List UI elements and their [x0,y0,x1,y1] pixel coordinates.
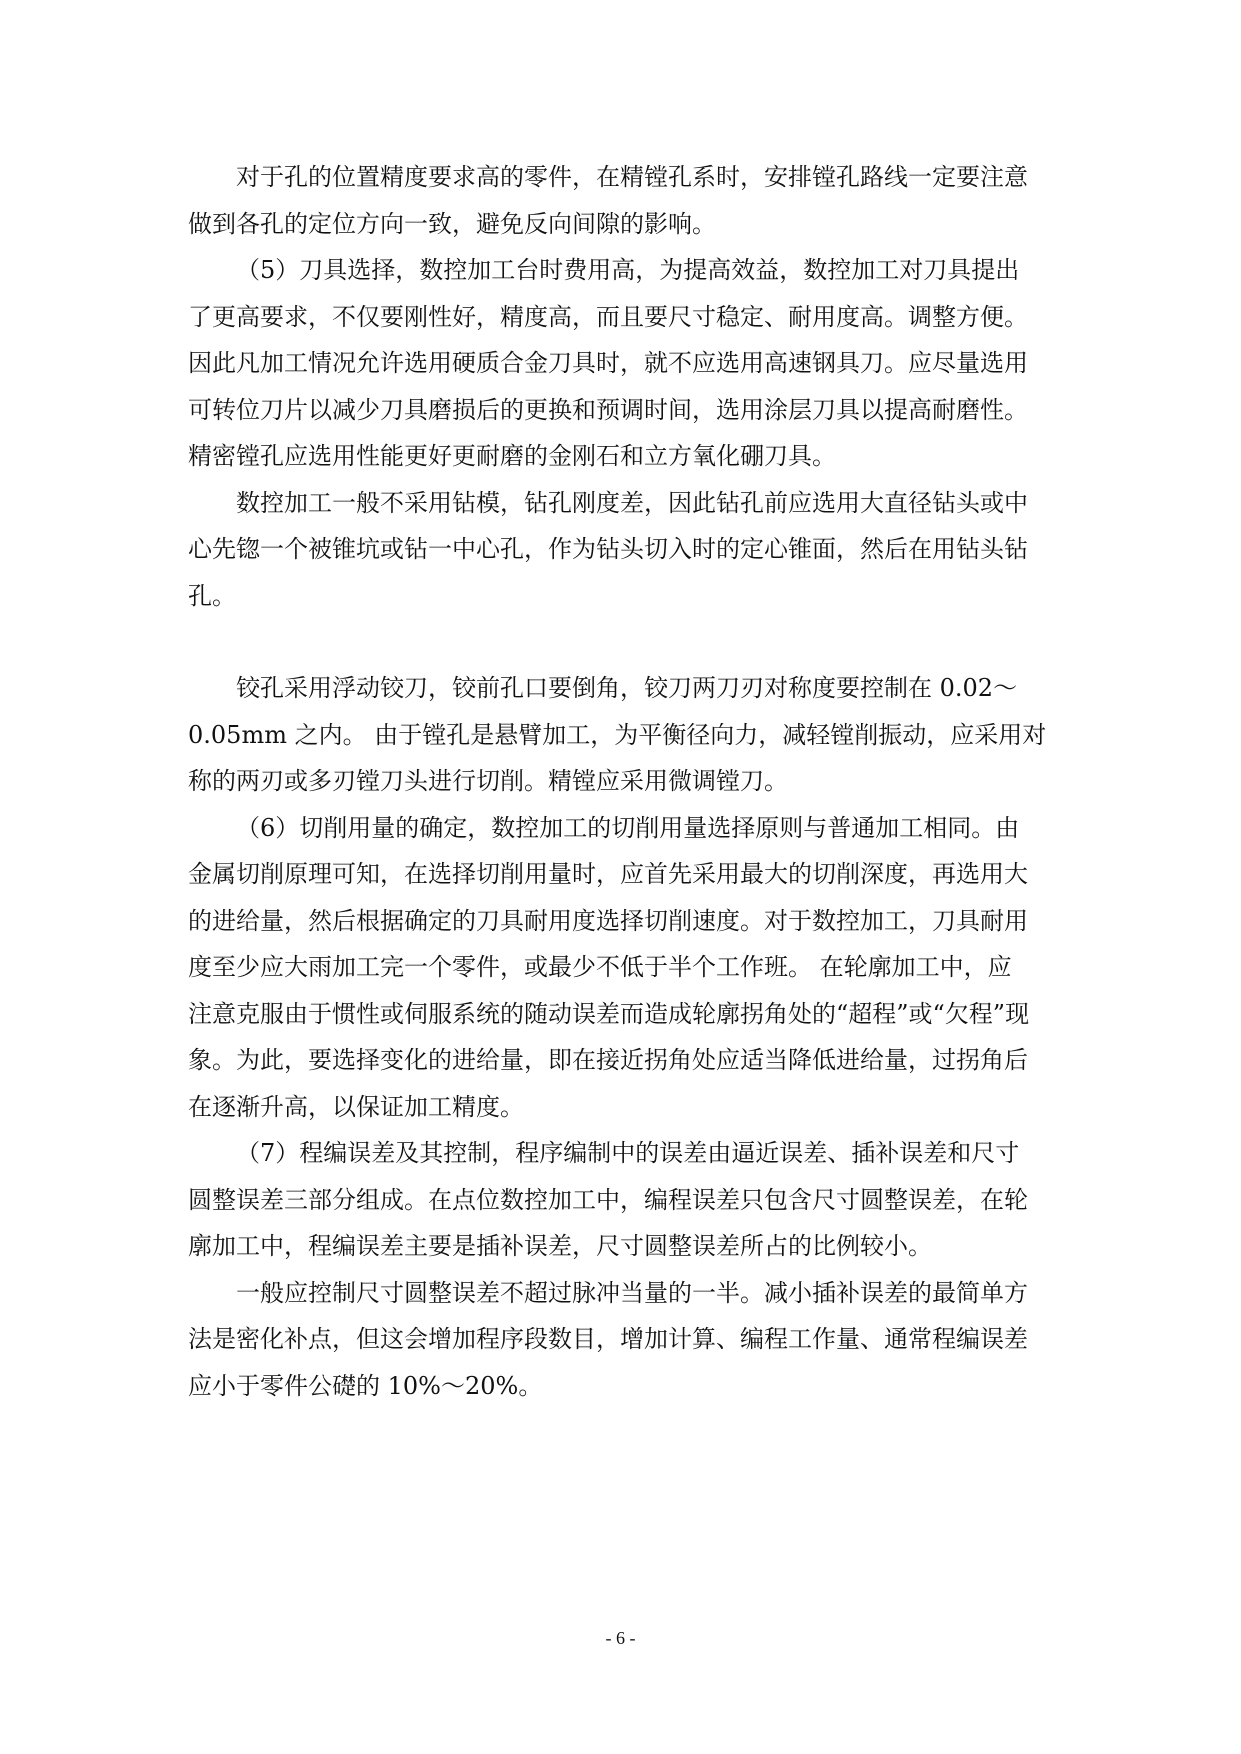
text-line: 了更高要求，不仅要刚性好，精度高，而且要尺寸稳定、耐用度高。调整方便。 [188,302,1028,331]
paragraph-hole-position-accuracy [188,154,1068,247]
text-line: 做到各孔的定位方向一致，避免反向间隙的影响。 [188,209,716,238]
text-line: 0.05mm 之内。 由于镗孔是悬臂加工，为平衡径向力，减轻镗削振动，应采用对 [188,720,1047,749]
text-line: 的进给量，然后根据确定的刀具耐用度选择切削速度。对于数控加工，刀具耐用 [188,906,1028,935]
text-line: 一般应控制尺寸圆整误差不超过脉冲当量的一半。减小插补误差的最简单方 [236,1278,1028,1307]
paragraph-tool-selection [188,247,1068,480]
paragraph-cutting-parameters [188,805,1068,1131]
text-line: 因此凡加工情况允许选用硬质合金刀具时，就不应选用高速钢具刀。应尽量选用 [188,349,1028,377]
text-line: （5）刀具选择，数控加工台时费用高，为提高效益，数控加工对刀具提出 [236,256,1020,284]
paragraph-programming-error [188,1130,1068,1270]
text-line: 孔。 [188,581,236,610]
paragraph-drilling [188,480,1068,620]
text-line: 法是密化补点，但这会增加程序段数目，增加计算、编程工作量、通常程编误差 [188,1325,1028,1353]
text-line: 数控加工一般不采用钻模，钻孔刚度差，因此钻孔前应选用大直径钻头或中 [236,488,1028,517]
text-line: 象。为此，要选择变化的进给量，即在接近拐角处应适当降低进给量，过拐角后 [188,1046,1028,1074]
paragraph-rounding-error [188,1270,1068,1410]
text-line: 度至少应大雨加工完一个零件，或最少不低于半个工作班。 在轮廓加工中，应 [188,953,1012,981]
text-line: 廓加工中，程编误差主要是插补误差，尺寸圆整误差所占的比例较小。 [188,1232,932,1260]
paragraph-reaming [188,665,1068,805]
page-number: - 6 - [605,1628,636,1648]
text-line: 圆整误差三部分组成。在点位数控加工中，编程误差只包含尺寸圆整误差，在轮 [188,1185,1028,1214]
text-line: 可转位刀片以减少刀具磨损后的更换和预调时间，选用涂层刀具以提高耐磨性。 [188,395,1028,424]
text-line: 应小于零件公礎的 10%～20%。 [188,1371,543,1400]
text-line: （7）程编误差及其控制，程序编制中的误差由逼近误差、插补误差和尺寸 [236,1139,1020,1167]
text-line: 在逐渐升高，以保证加工精度。 [188,1092,524,1121]
text-line: 注意克服由于惯性或伺服系统的随动误差而造成轮廓拐角处的“超程”或“欠程”现 [188,999,1030,1028]
text-line: 心先锪一个被锥坑或钻一中心孔，作为钻头切入时的定心锥面，然后在用钻头钻 [188,535,1028,563]
text-line: 称的两刃或多刃镗刀头进行切削。精镗应采用微调镗刀。 [188,767,788,795]
text-line: 对于孔的位置精度要求高的零件，在精镗孔系时，安排镗孔路线一定要注意 [236,163,1028,191]
text-line: 金属切削原理可知，在选择切削用量时，应首先采用最大的切削深度，再选用大 [188,860,1028,888]
page-body [188,154,1068,1409]
text-line: （6）切削用量的确定，数控加工的切削用量选择原则与普通加工相同。由 [236,813,1020,842]
text-line: 铰孔采用浮动铰刀，铰前孔口要倒角，铰刀两刀刃对称度要控制在 0.02～ [236,674,1018,702]
text-line: 精密镗孔应选用性能更好更耐磨的金刚石和立方氧化硼刀具。 [188,442,836,470]
